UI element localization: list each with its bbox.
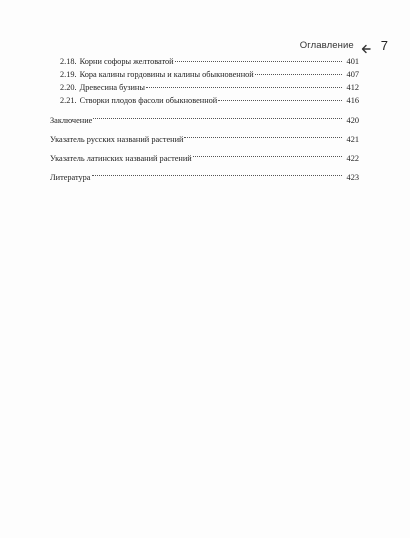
toc-entry <box>50 149 359 168</box>
dot-leader <box>92 175 343 176</box>
toc-entry-title: Корни софоры желтоватой <box>79 57 174 66</box>
toc-entry <box>50 81 359 94</box>
toc-entry-title: Заключение <box>50 116 93 125</box>
table-of-contents <box>50 55 359 187</box>
toc-entry-number: 2.19. <box>60 70 77 79</box>
toc-entry-page: 416 <box>346 96 359 105</box>
toc-entry <box>50 68 359 81</box>
toc-entry-number: 2.21. <box>60 96 77 105</box>
toc-entry-number: 2.20. <box>60 83 77 92</box>
toc-entry-title: Литература <box>50 173 91 182</box>
toc-entry-title: Указатель латинских названий растений <box>50 154 192 163</box>
dot-leader <box>193 156 342 157</box>
toc-entry-page: 422 <box>346 154 359 163</box>
toc-entry-title: Створки плодов фасоли обыкновенной <box>79 96 218 105</box>
toc-entry-page: 421 <box>346 135 359 144</box>
arrow-left-icon <box>361 41 371 51</box>
toc-entry-page: 412 <box>346 83 359 92</box>
toc-entry <box>50 111 359 130</box>
toc-entry-title: Древесина бузины <box>79 83 145 92</box>
toc-entry <box>50 130 359 149</box>
dot-leader <box>146 87 342 88</box>
running-header <box>300 38 388 53</box>
toc-entry-title: Указатель русских названий растений <box>50 135 184 144</box>
toc-entry <box>50 55 359 68</box>
toc-entry-page: 401 <box>346 57 359 66</box>
toc-entry <box>50 168 359 187</box>
dot-leader <box>218 100 342 101</box>
dot-leader <box>175 61 342 62</box>
page-number: 7 <box>380 38 388 53</box>
section-title: Оглавление <box>299 40 354 51</box>
toc-entry-page: 423 <box>346 173 359 182</box>
dot-leader <box>255 74 342 75</box>
dot-leader <box>184 137 342 138</box>
toc-entry-number: 2.18. <box>60 57 77 66</box>
toc-entry <box>50 94 359 107</box>
dot-leader <box>93 118 342 119</box>
toc-entry-page: 420 <box>346 116 359 125</box>
toc-entry-title: Кора калины гордовины и калины обыкновенной <box>79 70 254 79</box>
toc-entry-page: 407 <box>346 70 359 79</box>
